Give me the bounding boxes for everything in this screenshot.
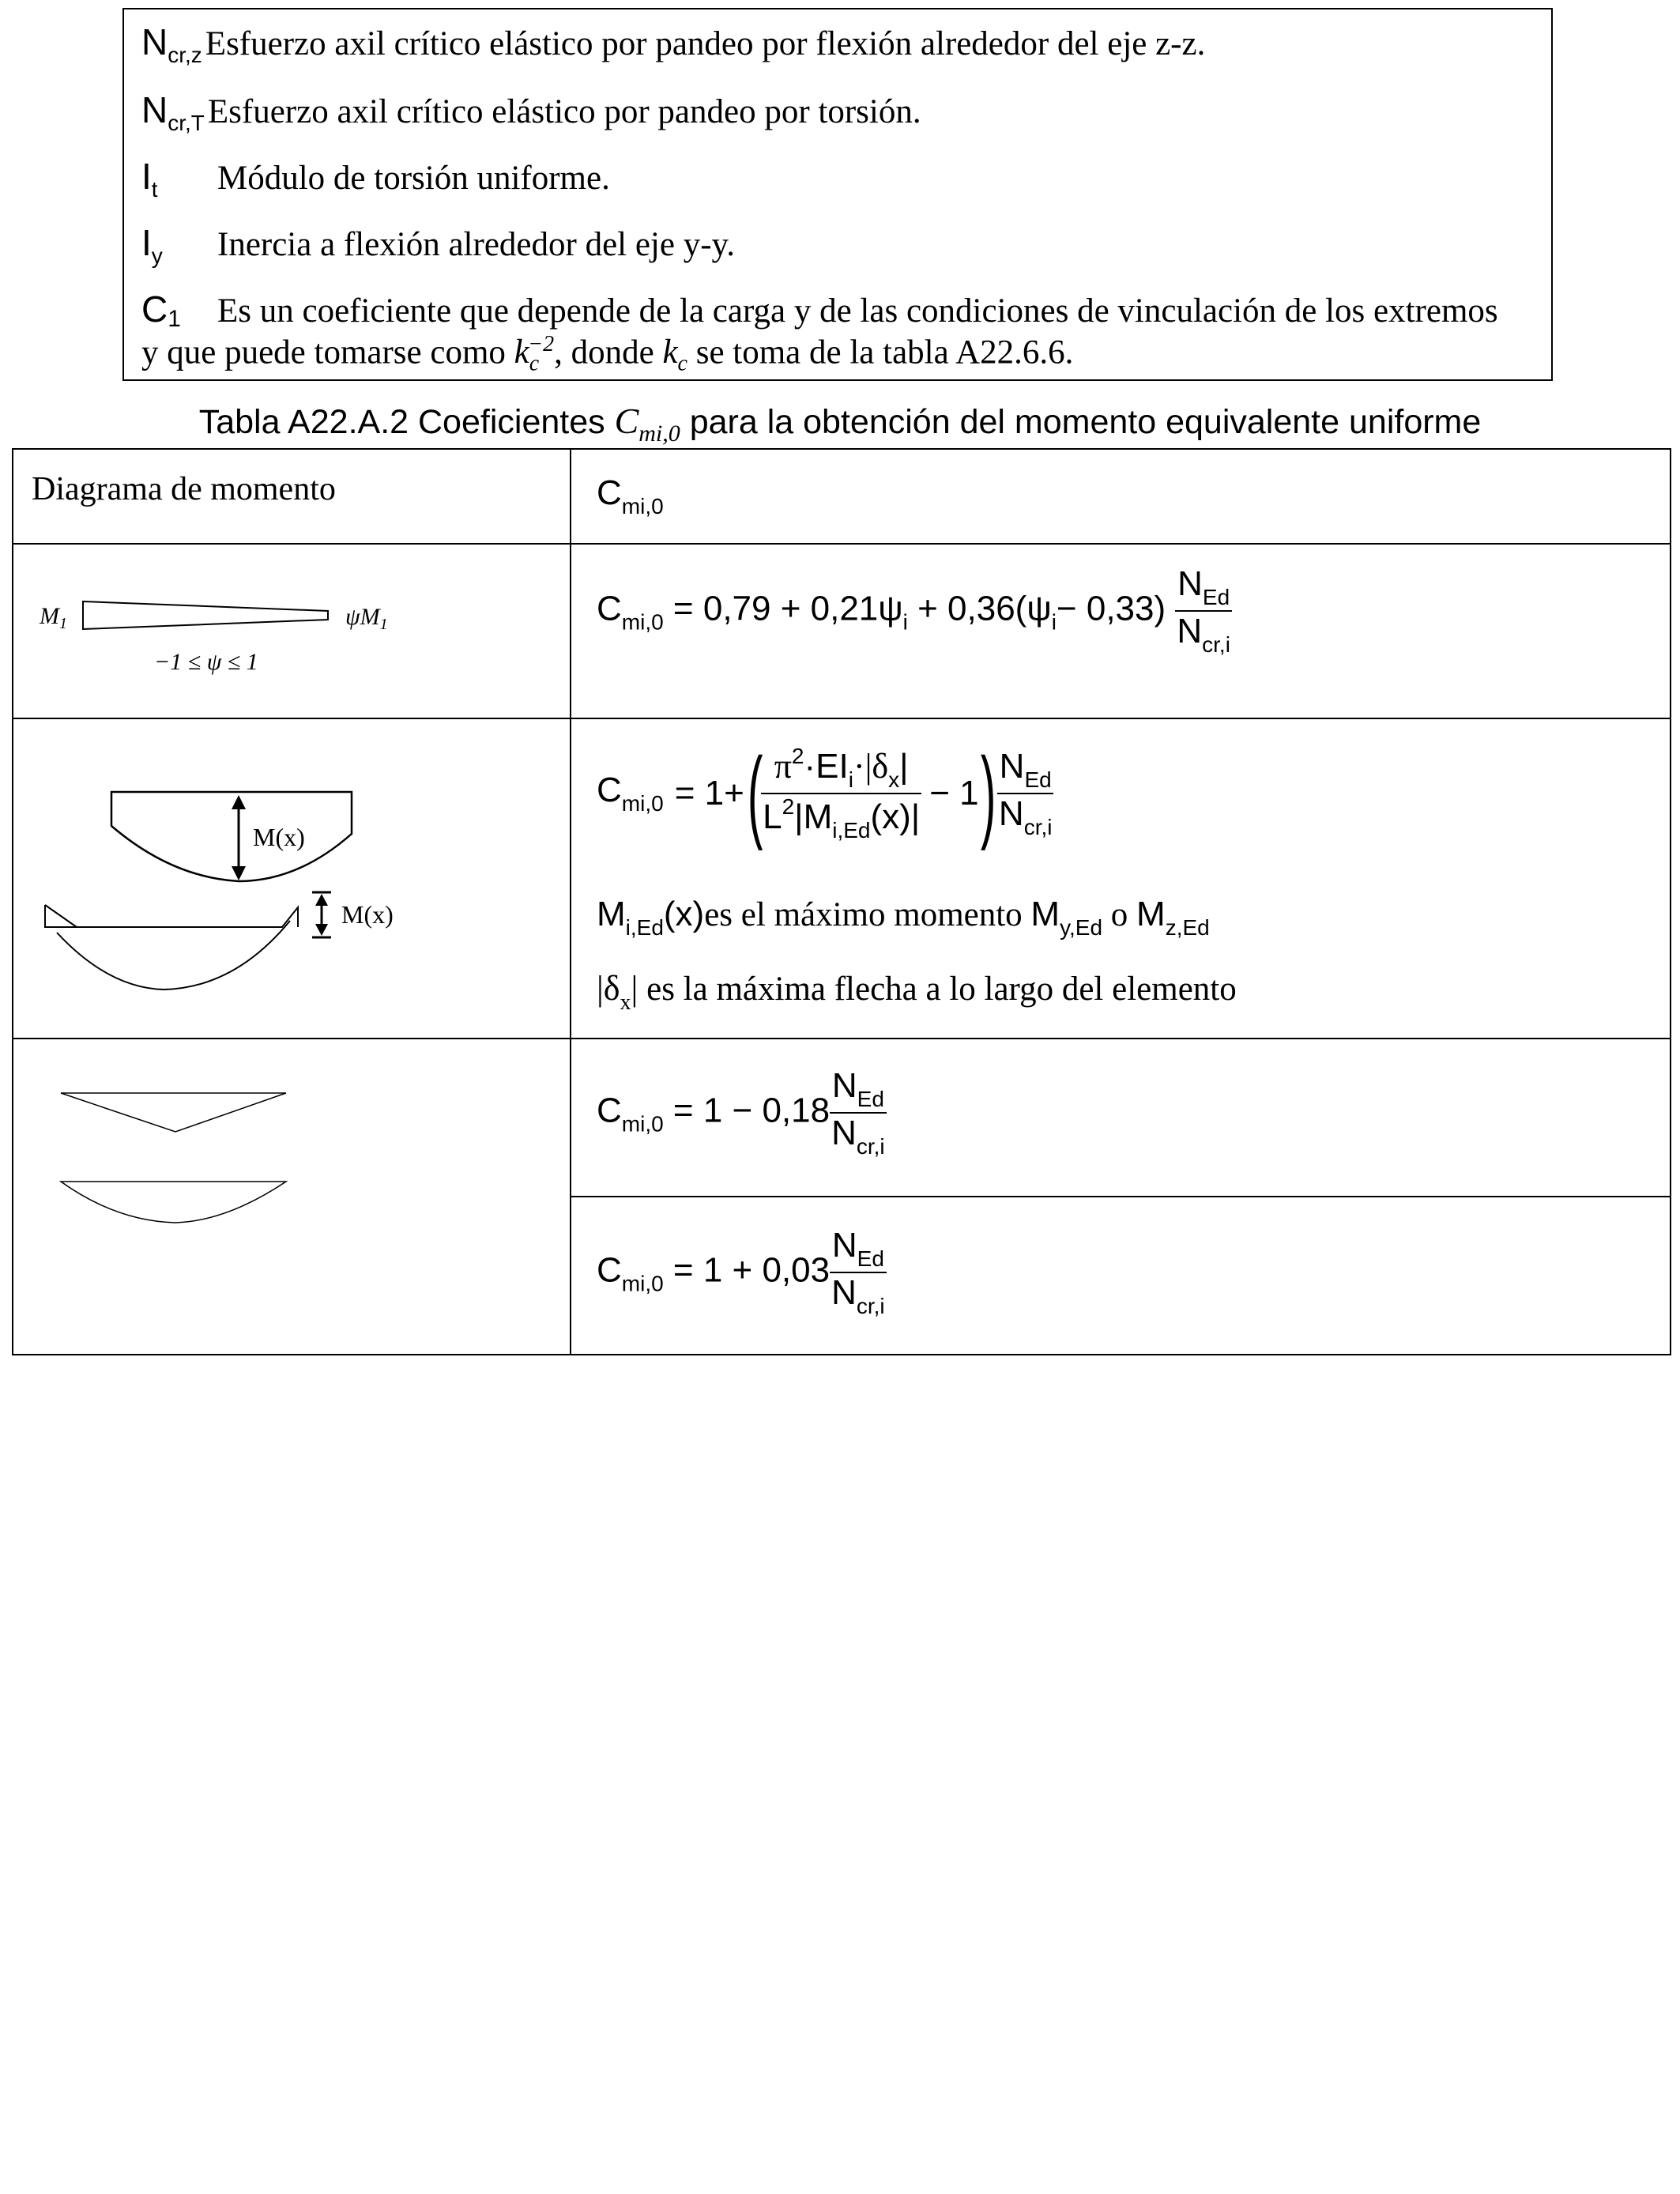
arrow-head-icon <box>315 894 328 906</box>
definition-symbol: $I_y$ <box>141 222 163 268</box>
coefficients-table <box>12 448 1671 1355</box>
linear-moment-diagram <box>13 545 567 717</box>
arrow-head-icon <box>315 924 328 936</box>
trapezoid-diagram <box>83 601 328 629</box>
definition-ncrt <box>141 89 921 136</box>
definition-c1-continued <box>141 332 1073 377</box>
definition-symbol: $C_1$ <box>141 288 181 332</box>
parabolic-moment-diagram <box>61 1182 286 1223</box>
header-cmi0: $C_{mi,0}$ <box>597 473 664 518</box>
definition-c1 <box>141 288 1498 333</box>
definition-symbol: $N_{cr,T}$ <box>141 89 205 135</box>
fraction-ned-ncr: $\frac{N_{Ed}}{N_{cr,i}}$ <box>1177 564 1230 657</box>
arrow-head-icon <box>232 866 246 880</box>
fraction-ned-ncr: $\frac{N_{Ed}}{N_{cr,i}}$ <box>831 1066 885 1159</box>
cmi0-symbol: $C_{mi,0}$ <box>614 401 680 447</box>
fraction-ned-ncr: $\frac{N_{Ed}}{N_{cr,i}}$ <box>998 747 1053 839</box>
inner-fraction: $\frac{\pi^2\cdot EI_i\cdot|\delta_x|}{L^2|M_{i,Ed}(x)|}$ <box>763 744 921 843</box>
table-caption: Tabla A22.A.2 Coeficientes $C_{mi,0}$ para la obtención del momento equivalente uniforme <box>198 401 1482 447</box>
kc-symbol: $k_c$ <box>662 334 687 376</box>
formula-row2: $C_{mi,0}$ = 1+ ( $\frac{\pi^2\cdot EI_i\cdot|\delta_x|}{L^2|M_{i,Ed}(x)|}$ − 1 ) $\frac{N_{Ed}}{N_{cr,i}}$ <box>597 736 1053 851</box>
left-paren: ( <box>747 736 763 851</box>
straight-moment-diagram-lower <box>45 905 298 927</box>
definition-symbol: $N_{cr,z}$ <box>141 21 202 67</box>
end-moment-diagrams <box>13 1039 567 1352</box>
mx-label-lower: M(x) <box>341 900 394 929</box>
formula-row3b: $C_{mi,0} = 1 + 0,03$ $\frac{N_{Ed}}{N_{cr,i}}$ <box>597 1226 885 1318</box>
row-divider <box>570 1196 1670 1197</box>
definition-text: , donde <box>554 334 663 371</box>
curved-moment-diagram-lower <box>57 921 290 990</box>
formula-row1: $C_{mi,0} = 0,79 + 0,21\psi_i + 0,36(\psi_i- 0,33)$ $\frac{N_{Ed}}{N_{cr,i}}$ <box>597 564 1230 657</box>
definitions-box <box>122 8 1553 381</box>
definition-text: se toma de la tabla A22.6.6. <box>687 334 1074 371</box>
header-diagram: Diagrama de momento <box>32 471 336 507</box>
definition-text: Esfuerzo axil crítico elástico por pandeo por torsión. <box>207 93 921 130</box>
definition-iy <box>141 221 735 269</box>
psim1-right-label: $\psi M_1$ <box>345 604 388 633</box>
note-max-deflection: $|\delta_x|$ es la máxima flecha a lo largo del elemento <box>597 969 1237 1015</box>
column-divider <box>570 450 571 1354</box>
definition-text: Módulo de torsión uniforme. <box>217 160 610 197</box>
psi-range-label: −1 ≤ ψ ≤ 1 <box>154 649 258 675</box>
definition-text: Es un coeficiente que depende de la carga y de las condiciones de vinculación de los extremos <box>217 292 1498 330</box>
definition-text: Esfuerzo axil crítico elástico por pandeo por flexión alrededor del eje z-z. <box>205 25 1206 62</box>
mx-label-upper: M(x) <box>253 823 305 851</box>
triangular-moment-diagram <box>61 1093 286 1132</box>
right-paren: ) <box>980 736 996 851</box>
curved-moment-diagram-upper <box>111 792 352 881</box>
arrow-head-icon <box>232 795 246 809</box>
definition-symbol: $I_t$ <box>141 156 158 202</box>
definition-text: y que puede tomarse como <box>141 334 514 371</box>
note-max-moment: $M_{i,Ed}(x)es$ el máximo momento $M_{y,Ed}$ o $M_{z,Ed}$ <box>597 895 1210 940</box>
formula-row3a: $C_{mi,0} = 1 - 0,18$ $\frac{N_{Ed}}{N_{cr,i}}$ <box>597 1066 885 1159</box>
definition-text: Inercia a flexión alrededor del eje y-y. <box>217 226 735 263</box>
fraction-ned-ncr: $\frac{N_{Ed}}{N_{cr,i}}$ <box>831 1226 885 1318</box>
m1-left-label: $M_1$ <box>40 603 67 632</box>
definition-it <box>141 155 610 202</box>
kc-symbol: $k_c^{-2}$ <box>514 332 555 376</box>
deflection-moment-diagram <box>13 719 567 1035</box>
definition-ncrz <box>141 21 1205 68</box>
